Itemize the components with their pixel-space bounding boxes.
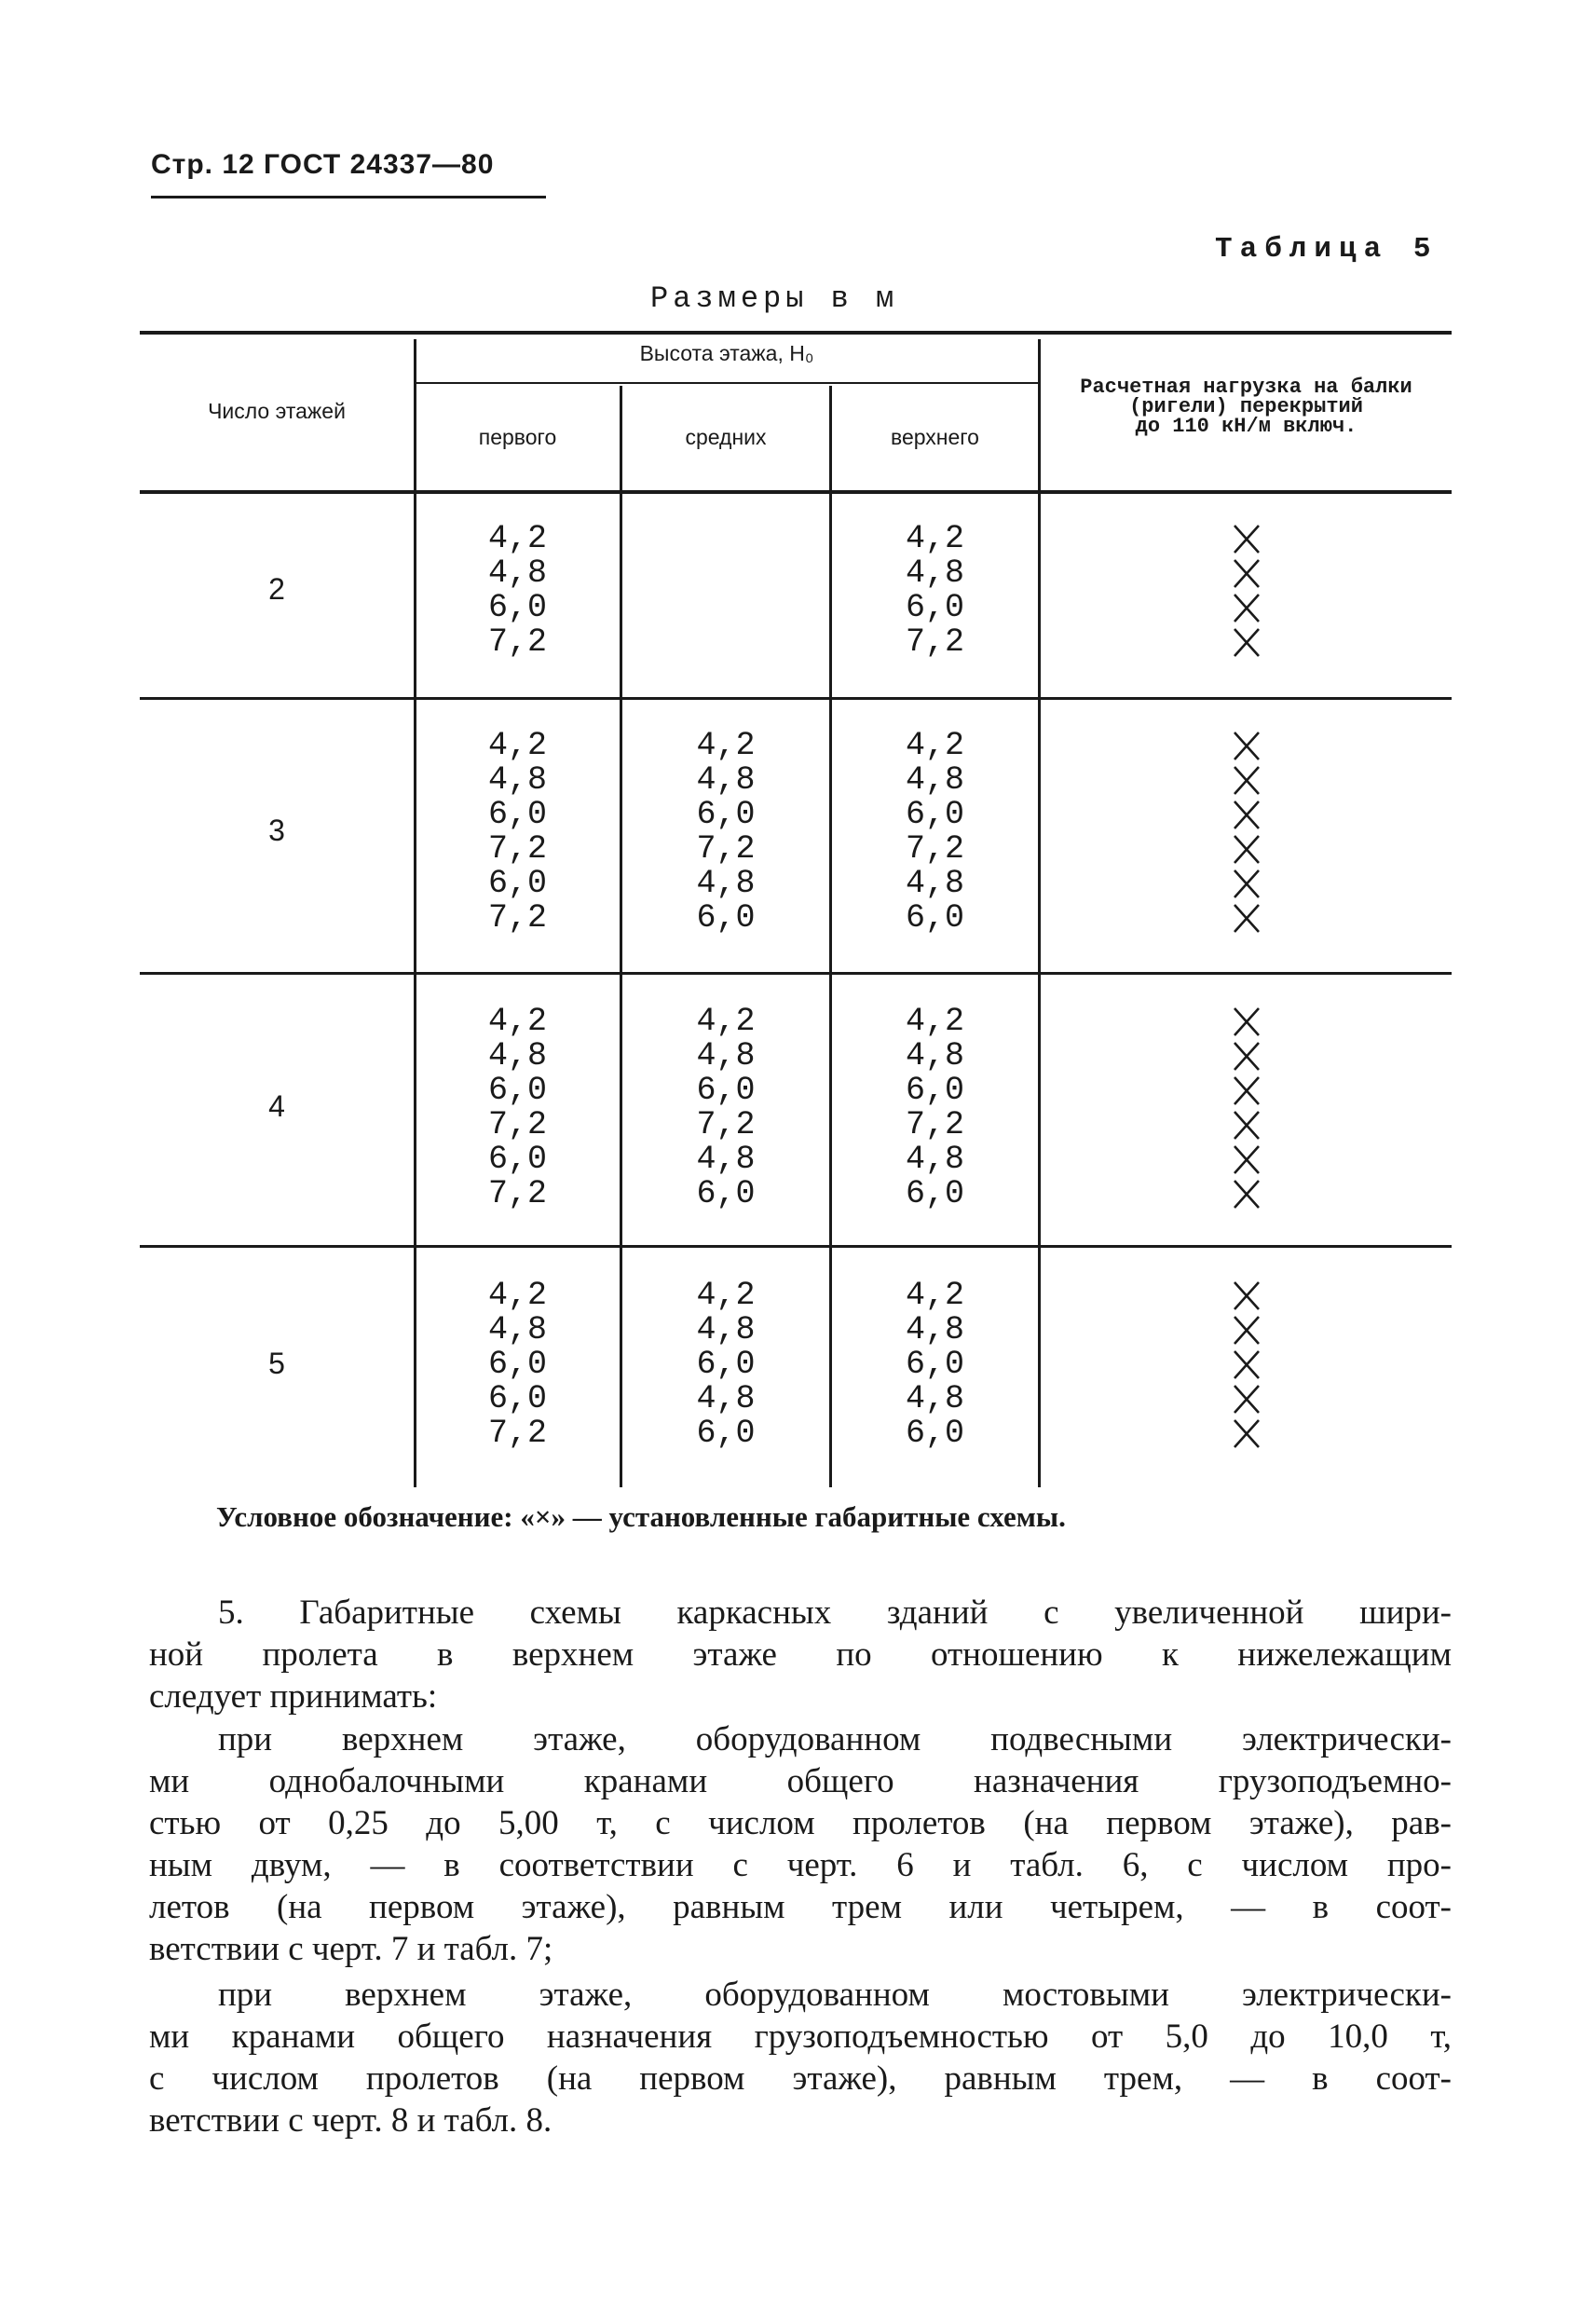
cell-first: 4,2 [487, 727, 547, 764]
cell-middle: 6,0 [696, 1175, 756, 1212]
cell-top: 7,2 [905, 830, 964, 868]
cross-mark-icon [1231, 867, 1262, 901]
col-header-floors: Число этажей [208, 399, 346, 423]
cell-top: 4,2 [905, 727, 964, 764]
cross-mark-icon [1231, 522, 1262, 556]
floors-count: 5 [268, 1346, 285, 1380]
paragraph-line: 5. Габаритные схемы каркасных зданий с увеличенной шири- [218, 1594, 1452, 1632]
group-separator [140, 972, 1452, 975]
col-header-top: верхнего [891, 425, 979, 449]
scheme-marks [1041, 522, 1452, 660]
page-header: Стр. 12 ГОСТ 24337—80 [151, 149, 495, 180]
group-separator [140, 697, 1452, 700]
paragraph-line: ветствии с черт. 7 и табл. 7; [149, 1930, 553, 1968]
cell-middle: 4,8 [696, 1037, 756, 1074]
cell-first: 4,8 [487, 1037, 547, 1074]
cell-middle: 4,8 [696, 1141, 756, 1178]
cell-top: 4,8 [905, 761, 964, 799]
paragraph-line: при верхнем этаже, оборудованном подвесными электрически- [218, 1720, 1452, 1758]
paragraph-line: следует принимать: [149, 1677, 438, 1716]
cell-first: 7,2 [487, 1415, 547, 1452]
floors-count: 2 [268, 572, 285, 606]
cell-first: 7,2 [487, 1175, 547, 1212]
col-header-load-line1: Расчетная нагрузка на балки [1080, 376, 1412, 399]
table-legend: Условное обозначение: «×» — установленные габаритные схемы. [216, 1500, 1066, 1533]
paragraph-line: с числом пролетов (на первом этаже), равным трем, — в соот- [149, 2059, 1452, 2098]
cell-first: 4,2 [487, 1277, 547, 1314]
cell-first: 4,8 [487, 554, 547, 592]
units-label: Размеры в м [650, 281, 899, 316]
cell-top: 6,0 [905, 1415, 964, 1452]
cell-top: 7,2 [905, 623, 964, 661]
group-separator [140, 1245, 1452, 1248]
cell-top: 6,0 [905, 796, 964, 833]
cell-middle: 4,8 [696, 761, 756, 799]
cell-middle: 4,8 [696, 1380, 756, 1417]
cell-top: 4,2 [905, 520, 964, 557]
cell-first: 7,2 [487, 830, 547, 868]
cell-first: 6,0 [487, 796, 547, 833]
cross-mark-icon [1231, 729, 1262, 763]
cell-first: 4,8 [487, 1311, 547, 1348]
cell-first: 6,0 [487, 589, 547, 626]
cell-middle: 6,0 [696, 796, 756, 833]
cell-middle: 4,8 [696, 865, 756, 902]
cross-mark-icon [1231, 1313, 1262, 1348]
scheme-marks [1041, 1279, 1452, 1451]
cross-mark-icon [1231, 1177, 1262, 1211]
cell-first: 7,2 [487, 899, 547, 937]
cell-top: 4,2 [905, 1277, 964, 1314]
cell-top: 6,0 [905, 1346, 964, 1383]
cell-top: 7,2 [905, 1106, 964, 1143]
cell-first: 6,0 [487, 1141, 547, 1178]
cell-middle: 6,0 [696, 1415, 756, 1452]
paragraph-line: ным двум, — в соответствии с черт. 6 и табл. 6, с числом про- [149, 1846, 1452, 1884]
cell-top: 6,0 [905, 1072, 964, 1109]
cell-first: 7,2 [487, 623, 547, 661]
col-header-load-line2: (ригели) перекрытий [1129, 395, 1363, 418]
cell-first: 4,8 [487, 761, 547, 799]
height-group-rule [416, 382, 1038, 384]
scheme-marks [1041, 1005, 1452, 1211]
paragraph-line: ветствии с черт. 8 и табл. 8. [149, 2101, 552, 2140]
cell-middle: 4,2 [696, 1003, 756, 1040]
cross-mark-icon [1231, 1348, 1262, 1382]
header-bottom-rule [140, 490, 1452, 494]
cell-middle: 4,2 [696, 1277, 756, 1314]
floors-count: 4 [268, 1089, 285, 1123]
cross-mark-icon [1231, 556, 1262, 591]
cell-top: 4,2 [905, 1003, 964, 1040]
cell-top: 6,0 [905, 589, 964, 626]
cell-top: 4,8 [905, 1037, 964, 1074]
cross-mark-icon [1231, 1108, 1262, 1142]
paragraph-line: летов (на первом этаже), равным трем или четырем, — в соот- [149, 1888, 1452, 1926]
cell-first: 6,0 [487, 865, 547, 902]
cross-mark-icon [1231, 1039, 1262, 1074]
cross-mark-icon [1231, 625, 1262, 660]
col-header-load-line3: до 110 кН/м включ. [1135, 415, 1357, 438]
scheme-marks [1041, 729, 1452, 936]
cell-middle: 4,8 [696, 1311, 756, 1348]
cell-middle: 6,0 [696, 899, 756, 937]
cross-mark-icon [1231, 798, 1262, 832]
cell-first: 4,2 [487, 1003, 547, 1040]
cell-top: 4,8 [905, 554, 964, 592]
cross-mark-icon [1231, 901, 1262, 936]
cell-first: 6,0 [487, 1346, 547, 1383]
cell-middle: 6,0 [696, 1072, 756, 1109]
paragraph-line: стью от 0,25 до 5,00 т, с числом пролетов (на первом этаже), рав- [149, 1804, 1452, 1842]
paragraph-line: ной пролета в верхнем этаже по отношению к нижележащим [149, 1635, 1452, 1674]
paragraph-line: ми однобалочными кранами общего назначения грузоподъемно- [149, 1762, 1452, 1800]
cell-middle: 4,2 [696, 727, 756, 764]
cell-middle: 6,0 [696, 1346, 756, 1383]
cross-mark-icon [1231, 1382, 1262, 1416]
col-header-first: первого [478, 425, 557, 449]
cross-mark-icon [1231, 591, 1262, 625]
cell-middle: 7,2 [696, 1106, 756, 1143]
cell-first: 4,2 [487, 520, 547, 557]
cell-top: 4,8 [905, 1141, 964, 1178]
cell-first: 6,0 [487, 1072, 547, 1109]
cross-mark-icon [1231, 1074, 1262, 1108]
paragraph-line: ми кранами общего назначения грузоподъемностью от 5,0 до 10,0 т, [149, 2018, 1452, 2056]
cross-mark-icon [1231, 1279, 1262, 1313]
cross-mark-icon [1231, 1005, 1262, 1039]
cell-top: 6,0 [905, 899, 964, 937]
cross-mark-icon [1231, 1142, 1262, 1177]
cell-first: 7,2 [487, 1106, 547, 1143]
table-top-rule [140, 331, 1452, 335]
col-header-middle: средних [685, 425, 767, 449]
table-number: Таблица 5 [1215, 233, 1439, 266]
cell-middle: 7,2 [696, 830, 756, 868]
cell-top: 4,8 [905, 865, 964, 902]
cross-mark-icon [1231, 763, 1262, 798]
floors-count: 3 [268, 814, 285, 847]
cell-top: 6,0 [905, 1175, 964, 1212]
col-header-load [1041, 377, 1452, 436]
cross-mark-icon [1231, 832, 1262, 867]
cell-top: 4,8 [905, 1311, 964, 1348]
cell-first: 6,0 [487, 1380, 547, 1417]
cross-mark-icon [1231, 1416, 1262, 1451]
header-rule [151, 196, 546, 198]
paragraph-line: при верхнем этаже, оборудованном мостовыми электрически- [218, 1976, 1452, 2014]
cell-top: 4,8 [905, 1380, 964, 1417]
col-header-height: Высота этажа, H₀ [639, 341, 814, 365]
